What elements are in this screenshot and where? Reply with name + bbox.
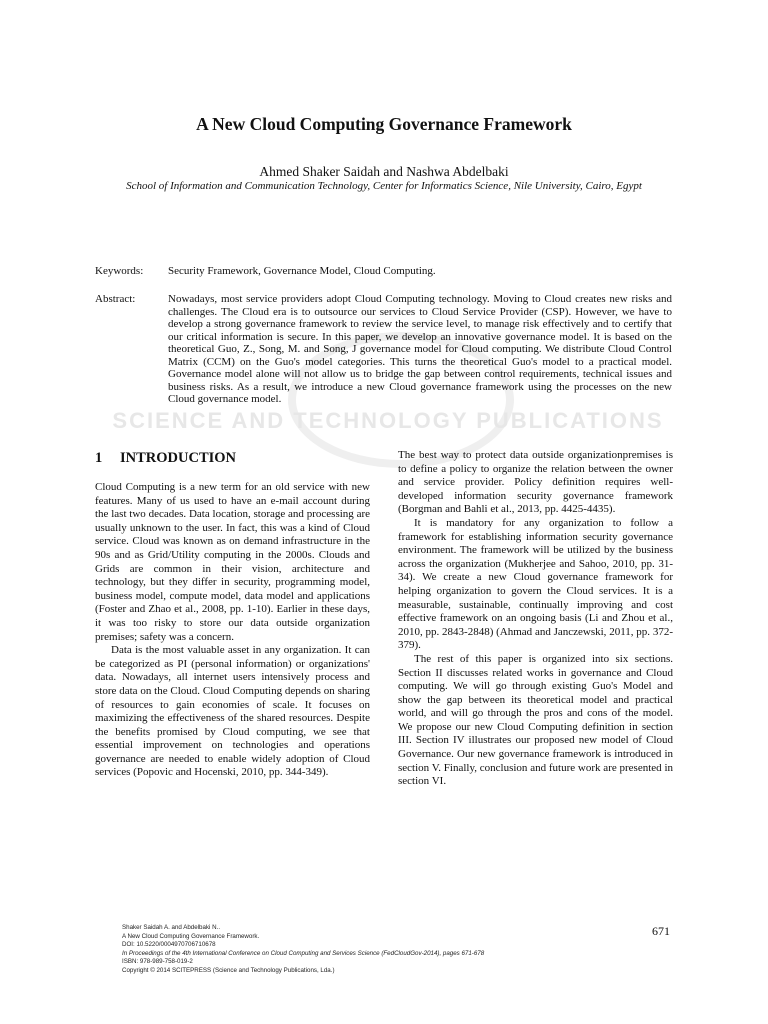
page-number: 671	[652, 924, 670, 938]
footer-line: Shaker Saidah A. and Abdelbaki N..	[122, 924, 221, 931]
paper-title: A New Cloud Computing Governance Framework	[196, 114, 572, 134]
paragraph: The best way to protect data outside organizationpremises is to define a policy to organize the relation between the owner and service provider. Policy definition requires well-developed information security governance framework (Borgman and Bahli et al., 2013, pp. 4425-4435).	[398, 449, 673, 516]
authors: Ahmed Shaker Saidah and Nashwa Abdelbaki	[259, 164, 509, 179]
section-heading	[95, 450, 236, 467]
paragraph: Data is the most valuable asset in any organization. It can be categorized as PI (personal information) or organizations' data. Nowadays, all internet users intensively process and store data on the Cloud. Cloud Computing depends on sharing of resources to gain economies of scale. It focuses on maximizing the effectiveness of the shared resources. Despite the benefits promised by Cloud computing, we see that essential improvement on technologies and operations governance are needed to enable widely adoption of Cloud services (Popovic and Hocenski, 2010, pp. 344-349).	[95, 644, 370, 779]
watermark-text: SCIENCE AND TECHNOLOGY PUBLICATIONS	[112, 408, 664, 433]
section-number: 1	[95, 450, 103, 466]
paragraph: Cloud Computing is a new term for an old service with new features. Many of us used to have an e-mail account during the last two decades. Data location, storage and processing are usually unknown to the user. In fact, this was a kind of Cloud service. Cloud was known as on demand infrastructure in the 90s and as Grid/Utility computing in the 2000s. Clouds and Grids are common in their vision, architecture and technology, but they differ in security, programming model, business model, compute model, data model and applications (Foster and Zhao et al., 2008, pp. 1-10). Earlier in these days, it was too risky to store our data outside organization premises; safety was a concern.	[95, 481, 370, 643]
affiliation: School of Information and Communication Technology, Center for Informatics Science, Nile University, Cairo, Egypt	[126, 180, 642, 192]
footer-line: In Proceedings of the 4th International Conference on Cloud Computing and Services Science (FedCloudGov-2014), pages 671-678	[122, 949, 485, 957]
abstract-text: Nowadays, most service providers adopt Cloud Computing technology. Moving to Cloud creates new risks and challenges. The Cloud era is to outsource our services to Cloud Service Provider (CSP). However, we have to develop a strong governance framework to review the service level, to manage risk effectively and to certify that our critical information is secure. In this paper, we develop an innovative governance model. It is based on the theoretical Guo, Z., Song, M. and Song, J governance model for Cloud computing. We distribute Cloud Control Matrix (CCM) on the Guo's model categories. This turns the theoretical Guo's model to a practical model. Governance model alone will not allow us to bridge the gap between control requirements, technical issues and business risks. As a result, we introduce a new Cloud governance framework using the processes on the new Cloud governance model.	[168, 293, 672, 405]
footer-line: ISBN: 978-989-758-019-2	[122, 958, 193, 965]
paragraph: The rest of this paper is organized into six sections. Section II discusses related works in governance and Cloud computing. We will go through existing Guo's Model and show the gap between its theoretical model and practical world, and will go through the pros and cons of the model. We propose our new Cloud Computing definition in section III. Section IV illustrates our proposed new model of Cloud Governance. Our new governance framework is introduced in section V. Finally, conclusion and future work are presented in section VI.	[398, 652, 673, 788]
footer-line: Copyright © 2014 SCITEPRESS (Science and Technology Publications, Lda.)	[122, 966, 335, 974]
keywords-text: Security Framework, Governance Model, Cloud Computing.	[168, 265, 436, 277]
section-title: INTRODUCTION	[120, 450, 237, 466]
footer-line: DOI: 10.5220/0004970706710678	[122, 941, 216, 948]
abstract-label: Abstract:	[95, 293, 136, 305]
left-column	[95, 481, 370, 780]
paragraph: It is mandatory for any organization to follow a framework for establishing information security governance environment. The framework will be utilized by the business across the organization (Mukherjee and Sahoo, 2010, pp. 31-34). We create a new Cloud governance framework for helping organization to govern the Cloud services. It is a measurable, sustainable, continually improving and cost effective framework on an ongoing basis (Li and Zhou et al., 2010, pp. 2843-2848) (Ahmad and Janczewski, 2011, pp. 372-379).	[398, 516, 673, 652]
citation-footer	[122, 924, 552, 975]
footer-line: A New Cloud Computing Governance Framework.	[122, 932, 260, 940]
keywords-label: Keywords:	[95, 265, 144, 277]
right-column	[398, 449, 673, 789]
